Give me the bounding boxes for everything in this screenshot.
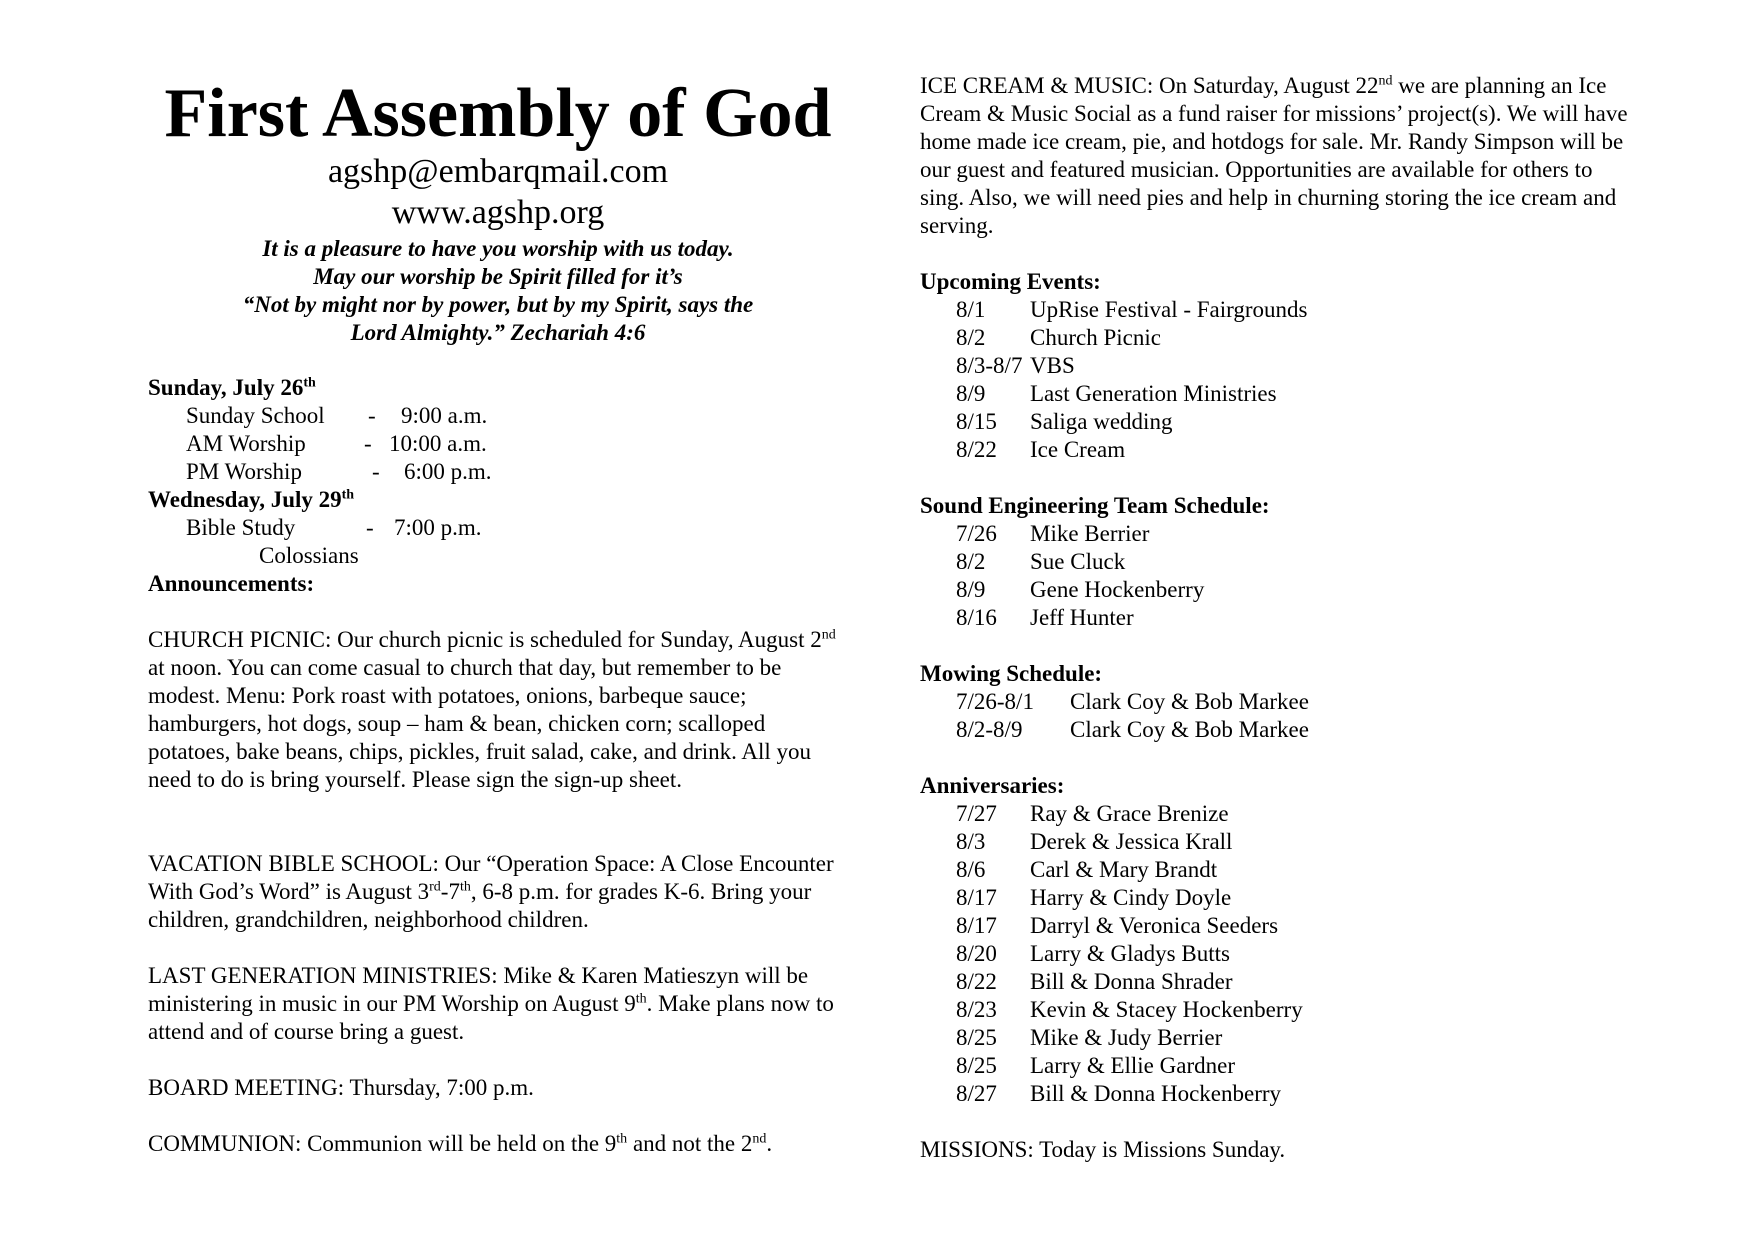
verse-line: It is a pleasure to have you worship with us today. <box>262 236 734 261</box>
upcoming-events-heading: Upcoming Events: <box>920 269 1101 294</box>
service-time: 9:00 a.m. <box>401 403 488 428</box>
ice-cream-announcement: ICE CREAM & MUSIC: On Saturday, August 22nd we are planning an Ice Cream & Music Social as a fund raiser for missions’ project(s). We will have home made ice cream, pie, and hotdogs for sale. Mr. Randy Simpson will be our guest and featured musician. Opportunities are available for others to sing. Also, we will need pies and help in churning storing the ice cream and serving. <box>920 73 1628 238</box>
service-dash: - <box>368 403 376 428</box>
communion-announcement: COMMUNION: Communion will be held on the 9th and not the 2nd. <box>148 1131 773 1156</box>
church-title: First Assembly of God <box>164 75 832 152</box>
announcements-heading: Announcements: <box>148 571 315 596</box>
bible-study-topic: Colossians <box>259 543 359 568</box>
mowing-schedule-heading: Mowing Schedule: <box>920 661 1103 686</box>
verse-line: Lord Almighty.” Zechariah 4:6 <box>350 320 646 345</box>
service-dash: - <box>366 515 374 540</box>
vbs-announcement: VACATION BIBLE SCHOOL: Our “Operation Space: A Close Encounter With God’s Word” is August 3rd-7th, 6-8 p.m. for grades K-6. Bring your children, grandchildren, neighborhood children. <box>148 851 834 932</box>
board-meeting-announcement: BOARD MEETING: Thursday, 7:00 p.m. <box>148 1075 534 1100</box>
email-address: agshp@embarqmail.com <box>327 153 669 190</box>
service-name: Sunday School <box>186 403 325 428</box>
verse-line: “Not by might nor by power, but by my Spirit, says the <box>242 292 754 317</box>
wednesday-heading: Wednesday, July 29th <box>148 487 355 512</box>
sound-schedule-heading: Sound Engineering Team Schedule: <box>920 493 1270 518</box>
service-time: 6:00 p.m. <box>404 459 492 484</box>
service-name: Bible Study <box>186 515 296 540</box>
website-address: www.agshp.org <box>391 194 605 231</box>
verse-line: May our worship be Spirit filled for it’s <box>313 264 683 289</box>
sunday-heading: Sunday, July 26th <box>148 375 316 400</box>
service-dash: - <box>372 459 380 484</box>
anniversaries-heading: Anniversaries: <box>920 773 1065 798</box>
service-name: AM Worship <box>186 431 306 456</box>
service-time: 10:00 a.m. <box>389 431 487 456</box>
last-generation-announcement: LAST GENERATION MINISTRIES: Mike & Karen Matieszyn will be ministering in music in our PM Worship on August 9th. Make plans now to attend and of course bring a guest. <box>148 963 834 1044</box>
service-name: PM Worship <box>186 459 302 484</box>
service-time: 7:00 p.m. <box>394 515 482 540</box>
church-picnic-announcement: CHURCH PICNIC: Our church picnic is scheduled for Sunday, August 2nd at noon. You can come casual to church that day, but remember to be modest. Menu: Pork roast with potatoes, onions, barbeque sauce; hamburgers, hot dogs, soup – ham & bean, chicken corn; scalloped potatoes, bake beans, chips, pickles, fruit salad, cake, and drink. All you need to do is bring yourself. Please sign the sign-up sheet. <box>148 627 836 792</box>
service-dash: - <box>364 431 372 456</box>
missions-note: MISSIONS: Today is Missions Sunday. <box>920 1137 1286 1162</box>
